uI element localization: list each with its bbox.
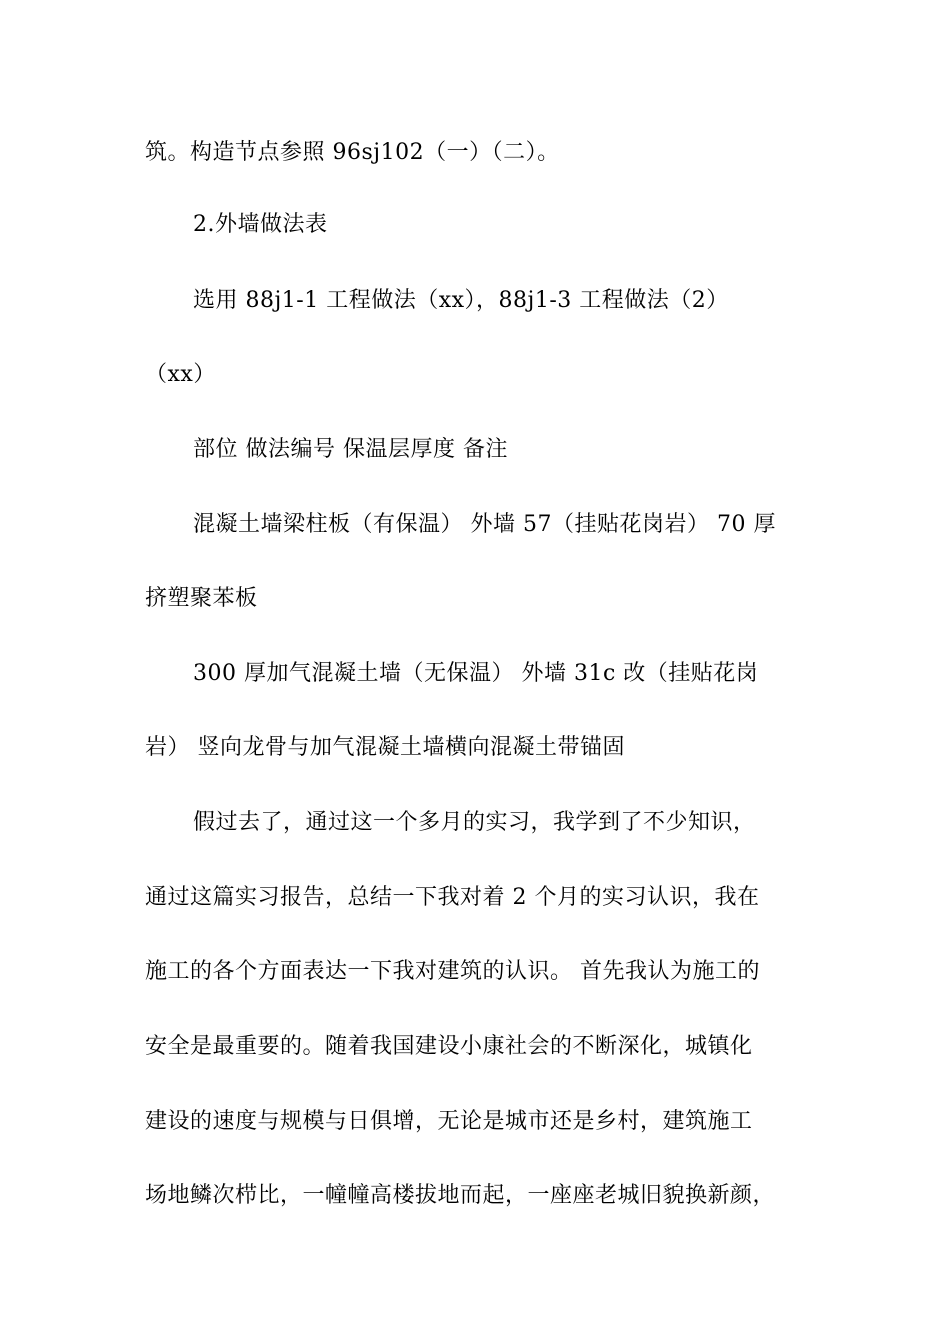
text-line-1: 筑。构造节点参照 96sj102（一）（二）。 — [145, 140, 560, 165]
paragraph-line-6: 场地鳞次栉比，一幢幢高楼拔地而起，一座座老城旧貌换新颜， — [145, 1183, 776, 1208]
paragraph-line-2: 通过这篇实习报告，总结一下我对着 2 个月的实习认识，我在 — [145, 885, 760, 910]
table-row-1-cont: 挤塑聚苯板 — [145, 586, 258, 611]
text-line-3: 选用 88j1-1 工程做法（xx），88j1-3 工程做法（2） — [193, 288, 729, 313]
section-heading: 2.外墙做法表 — [193, 212, 328, 237]
table-row-2-cont: 岩） 竖向龙骨与加气混凝土墙横向混凝土带锚固 — [145, 735, 625, 760]
paragraph-line-1: 假过去了，通过这一个多月的实习，我学到了不少知识， — [193, 810, 756, 835]
paragraph-line-3: 施工的各个方面表达一下我对建筑的认识。 首先我认为施工的 — [145, 959, 760, 984]
table-row-1: 混凝土墙梁柱板（有保温） 外墙 57（挂贴花岗岩） 70 厚 — [193, 512, 776, 537]
paragraph-line-4: 安全是最重要的。随着我国建设小康社会的不断深化，城镇化 — [145, 1034, 753, 1059]
text-line-4: （xx） — [145, 362, 216, 387]
paragraph-line-5: 建设的速度与规模与日俱增，无论是城市还是乡村，建筑施工 — [145, 1109, 753, 1134]
table-row-2: 300 厚加气混凝土墙（无保温） 外墙 31c 改（挂贴花岗 — [193, 661, 759, 686]
table-header-line: 部位 做法编号 保温层厚度 备注 — [193, 437, 508, 462]
